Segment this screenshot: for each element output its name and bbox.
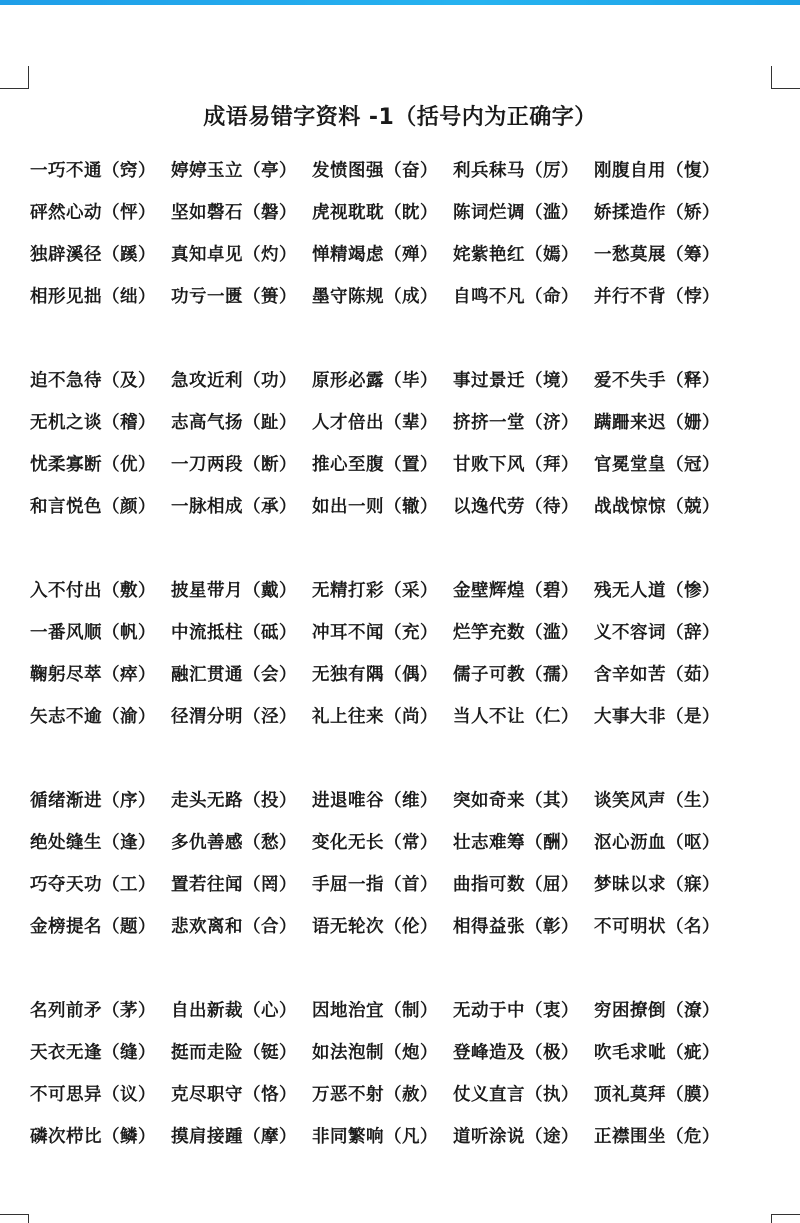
idiom-entry: 冲耳不闻（充） (312, 622, 438, 643)
idiom-entry: 披星带月（戴） (171, 580, 297, 601)
idiom-row (30, 1030, 790, 1072)
idiom-entry: 无动于中（衷） (453, 1000, 579, 1021)
idiom-entry: 悲欢离和（合） (171, 916, 297, 937)
idiom-row (30, 568, 790, 610)
idiom-entry: 巧夺天功（工） (30, 874, 156, 895)
idiom-entry: 大事大非（是） (594, 706, 720, 727)
idiom-entry: 忧柔寡断（优） (30, 454, 156, 475)
idiom-group (30, 358, 790, 526)
idiom-entry: 当人不让（仁） (453, 706, 579, 727)
idiom-entry: 道听涂说（途） (453, 1126, 579, 1147)
idiom-entry: 曲指可数（屈） (453, 874, 579, 895)
idiom-row (30, 652, 790, 694)
idiom-entry: 不可思异（议） (30, 1084, 156, 1105)
idiom-entry: 迫不急待（及） (30, 370, 156, 391)
idiom-entry: 如出一则（辙） (312, 496, 438, 517)
idiom-entry: 甘败下风（拜） (453, 454, 579, 475)
idiom-entry: 虎视耽耽（眈） (312, 202, 438, 223)
idiom-group (30, 568, 790, 736)
idiom-row (30, 484, 790, 526)
idiom-entry: 志高气扬（趾） (171, 412, 297, 433)
idiom-entry: 手屈一指（首） (312, 874, 438, 895)
idiom-entry: 刚腹自用（愎） (594, 160, 720, 181)
idiom-entry: 一番风顺（帆） (30, 622, 156, 643)
idiom-entry: 置若往闻（罔） (171, 874, 297, 895)
idiom-entry: 不可明状（名） (594, 916, 720, 937)
idiom-entry: 仗义直言（执） (453, 1084, 579, 1105)
idiom-row (30, 904, 790, 946)
idiom-entry: 变化无长（常） (312, 832, 438, 853)
idiom-entry: 因地治宜（制） (312, 1000, 438, 1021)
idiom-entry: 梦昧以求（寐） (594, 874, 720, 895)
crop-mark-bottom-left (0, 1214, 29, 1223)
idiom-entry: 相形见拙（绌） (30, 286, 156, 307)
idiom-entry: 一脉相成（承） (171, 496, 297, 517)
idiom-entry: 义不容词（辞） (594, 622, 720, 643)
idiom-entry: 中流抵柱（砥） (171, 622, 297, 643)
idiom-entry: 如法泡制（炮） (312, 1042, 438, 1063)
idiom-row (30, 820, 790, 862)
idiom-entry: 发愤图强（奋） (312, 160, 438, 181)
idiom-entry: 无独有隅（偶） (312, 664, 438, 685)
idiom-entry: 儒子可教（孺） (453, 664, 579, 685)
idiom-entry: 陈词烂调（滥） (453, 202, 579, 223)
idiom-group (30, 148, 790, 316)
idiom-entry: 天衣无逢（缝） (30, 1042, 156, 1063)
top-accent-bar (0, 0, 800, 5)
idiom-entry: 非同繁响（凡） (312, 1126, 438, 1147)
idiom-entry: 金壁辉煌（碧） (453, 580, 579, 601)
idiom-grid (30, 148, 790, 1198)
idiom-entry: 穷困撩倒（潦） (594, 1000, 720, 1021)
idiom-entry: 登峰造及（极） (453, 1042, 579, 1063)
idiom-entry: 和言悦色（颜） (30, 496, 156, 517)
idiom-row (30, 862, 790, 904)
idiom-entry: 以逸代劳（待） (453, 496, 579, 517)
idiom-entry: 顶礼莫拜（膜） (594, 1084, 720, 1105)
idiom-entry: 矢志不逾（渝） (30, 706, 156, 727)
idiom-entry: 官冕堂皇（冠） (594, 454, 720, 475)
idiom-entry: 金榜提名（题） (30, 916, 156, 937)
idiom-entry: 砰然心动（怦） (30, 202, 156, 223)
idiom-entry: 自鸣不凡（命） (453, 286, 579, 307)
idiom-entry: 无机之谈（稽） (30, 412, 156, 433)
idiom-row (30, 190, 790, 232)
crop-mark-top-left (0, 66, 29, 89)
idiom-entry: 正襟围坐（危） (594, 1126, 720, 1147)
idiom-entry: 利兵秣马（厉） (453, 160, 579, 181)
idiom-row (30, 274, 790, 316)
idiom-entry: 万恶不射（赦） (312, 1084, 438, 1105)
idiom-entry: 礼上往来（尚） (312, 706, 438, 727)
idiom-entry: 含辛如苦（茹） (594, 664, 720, 685)
idiom-entry: 语无轮次（伦） (312, 916, 438, 937)
idiom-entry: 一愁莫展（筹） (594, 244, 720, 265)
idiom-entry: 墨守陈规（成） (312, 286, 438, 307)
idiom-entry: 人才倍出（辈） (312, 412, 438, 433)
idiom-row (30, 1072, 790, 1114)
idiom-entry: 无精打彩（采） (312, 580, 438, 601)
idiom-entry: 婷婷玉立（亭） (171, 160, 297, 181)
idiom-entry: 坚如磬石（磐） (171, 202, 297, 223)
idiom-entry: 进退唯谷（维） (312, 790, 438, 811)
idiom-entry: 谈笑风声（生） (594, 790, 720, 811)
idiom-row (30, 232, 790, 274)
idiom-entry: 并行不背（悖） (594, 286, 720, 307)
idiom-entry: 一巧不通（窍） (30, 160, 156, 181)
idiom-entry: 突如奇来（其） (453, 790, 579, 811)
idiom-entry: 独辟溪径（蹊） (30, 244, 156, 265)
idiom-entry: 战战惊惊（兢） (594, 496, 720, 517)
idiom-entry: 残无人道（惨） (594, 580, 720, 601)
idiom-entry: 多仇善感（愁） (171, 832, 297, 853)
idiom-group (30, 778, 790, 946)
idiom-row (30, 148, 790, 190)
idiom-entry: 吹毛求呲（疵） (594, 1042, 720, 1063)
idiom-entry: 克尽职守（恪） (171, 1084, 297, 1105)
idiom-entry: 摸肩接踵（摩） (171, 1126, 297, 1147)
idiom-entry: 娇揉造作（矫） (594, 202, 720, 223)
idiom-row (30, 694, 790, 736)
idiom-entry: 真知卓见（灼） (171, 244, 297, 265)
idiom-entry: 入不付出（敷） (30, 580, 156, 601)
idiom-row (30, 778, 790, 820)
idiom-entry: 径渭分明（泾） (171, 706, 297, 727)
idiom-entry: 烂竽充数（滥） (453, 622, 579, 643)
idiom-entry: 壮志难筹（酬） (453, 832, 579, 853)
idiom-entry: 挤挤一堂（济） (453, 412, 579, 433)
idiom-entry: 融汇贯通（会） (171, 664, 297, 685)
page-title: 成语易错字资料 -1（括号内为正确字） (203, 105, 597, 130)
idiom-entry: 磷次栉比（鳞） (30, 1126, 156, 1147)
idiom-entry: 鞠躬尽萃（瘁） (30, 664, 156, 685)
idiom-entry: 姹紫艳红（嫣） (453, 244, 579, 265)
idiom-entry: 事过景迁（境） (453, 370, 579, 391)
idiom-entry: 名列前矛（茅） (30, 1000, 156, 1021)
idiom-entry: 推心至腹（置） (312, 454, 438, 475)
idiom-entry: 一刀两段（断） (171, 454, 297, 475)
idiom-row (30, 1114, 790, 1156)
idiom-entry: 走头无路（投） (171, 790, 297, 811)
idiom-entry: 相得益张（彰） (453, 916, 579, 937)
idiom-entry: 功亏一匮（篑） (171, 286, 297, 307)
idiom-entry: 自出新裁（心） (171, 1000, 297, 1021)
idiom-entry: 循绪渐进（序） (30, 790, 156, 811)
idiom-entry: 绝处缝生（逢） (30, 832, 156, 853)
idiom-row (30, 358, 790, 400)
idiom-entry: 蹒跚来迟（姗） (594, 412, 720, 433)
idiom-row (30, 400, 790, 442)
crop-mark-bottom-right (771, 1214, 800, 1223)
idiom-group (30, 988, 790, 1156)
idiom-entry: 原形必露（毕） (312, 370, 438, 391)
idiom-row (30, 442, 790, 484)
idiom-entry: 惮精竭虑（殚） (312, 244, 438, 265)
crop-mark-top-right (771, 66, 800, 89)
idiom-entry: 沤心沥血（呕） (594, 832, 720, 853)
idiom-row (30, 988, 790, 1030)
idiom-entry: 急攻近利（功） (171, 370, 297, 391)
idiom-entry: 挺而走险（铤） (171, 1042, 297, 1063)
idiom-entry: 爱不失手（释） (594, 370, 720, 391)
idiom-row (30, 610, 790, 652)
